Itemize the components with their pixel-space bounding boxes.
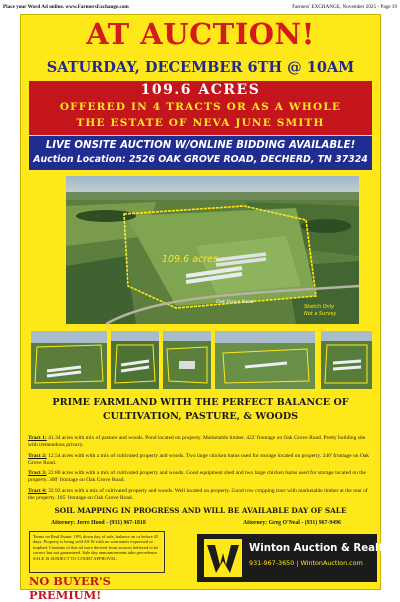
live-auction-text: LIVE ONSITE AUCTION W/ONLINE BIDDING AVAILABLE! <box>45 140 356 151</box>
company-contact: 931-967-3650 | WintonAuction.com <box>249 559 363 567</box>
tract-text: 12.54 acres with with a mix of cultivated property and woods. Two large chicken barns used for storage located on property. 240' frontage on Oak Grove Road. <box>28 452 370 466</box>
tract-descriptions <box>28 435 373 505</box>
tract-text: 41.34 acres with mix of pasture and woods. Pond located on property. Marketable timber. 422' frontage on Oak Grove Road. Pretty building site with tremendous privacy. <box>28 435 366 448</box>
auction-location-text: Auction Location: 2526 OAK GROVE ROAD, DECHERD, TN 37324 <box>33 154 368 165</box>
prime-farmland-line-2: CULTIVATION, PASTURE, & WOODS <box>102 411 299 422</box>
company-name: Winton Auction & Realty <box>249 543 391 554</box>
aerial-road-label: Oak Grove Road <box>216 300 254 305</box>
acres-text: 109.6 ACRES <box>140 82 261 98</box>
tract-photo-2 <box>111 331 159 389</box>
attorney-left: Attorney: Jerre Hood - (931) 967-1818 <box>51 520 146 526</box>
page-header <box>3 2 397 12</box>
tract-description <box>28 470 373 484</box>
date-line: SATURDAY, DECEMBER 6TH @ 10AM <box>46 59 355 76</box>
aerial-acres-label: 109.6 acres <box>162 254 218 265</box>
tract-label: Tract 2: <box>28 452 47 459</box>
tract-text: 32.93 acres with a mix of cultivated property and woods. Well located on property. Good row cropping tract with marketable timber at the rear of the property. 185' frontage on Oak Grove Road. <box>28 487 368 501</box>
terms-box: Terms on Real Estate: 10% down day of sale, balance on or before 45 days. Property is being sold AS IS with no warranties expressed or implied. Contents of this ad were derived from sources believed to be correct but not guaranteed. Sale day announcements take precedence. SALE IS SUBJECT TO COURT APPROVAL. <box>29 531 165 573</box>
location-banner <box>29 136 372 170</box>
acreage-banner <box>29 81 372 135</box>
tract-label: Tract 3: <box>28 470 47 476</box>
attorney-right: Attorney: Greg O'Neal - (931) 967-9496 <box>243 520 341 526</box>
prime-farmland-line-1: PRIME FARMLAND WITH THE PERFECT BALANCE OF <box>52 397 349 408</box>
estate-text: THE ESTATE OF NEVA JUNE SMITH <box>76 117 325 129</box>
tract-photo-1 <box>31 331 107 389</box>
tract-photo-3 <box>163 331 211 389</box>
header-left-text: Place your Word Ad online. www.FarmersExchange.com <box>3 4 129 10</box>
no-buyers-premium: NO BUYER'S PREMIUM! <box>29 574 111 602</box>
w-logo-icon <box>202 537 244 579</box>
headline: AT AUCTION! <box>86 17 315 51</box>
winton-logo <box>197 534 391 582</box>
tract-text: 22.80 acres with with a mix of cultivated property and woods. Good equipment shed and two large chicken barns used for storage located on the property. 300' frontage on Oak Grove Road. <box>28 470 366 483</box>
tract-label: Tract 4: <box>28 487 47 494</box>
tract-description <box>28 488 373 502</box>
tract-label: Tract 1: <box>28 435 47 441</box>
sketch-label-1: Sketch Only <box>304 304 335 310</box>
header-right-text: Farmers' EXCHANGE, November 2025 - Page 19 <box>292 4 397 10</box>
soil-mapping-notice: SOIL MAPPING IN PROGRESS AND WILL BE AVAILABLE DAY OF SALE <box>54 506 347 515</box>
auction-ad <box>20 14 391 602</box>
tract-photo-strip <box>31 331 372 389</box>
tract-photo-4 <box>215 331 315 389</box>
tract-description <box>28 453 373 467</box>
tract-description <box>28 435 373 449</box>
sketch-label-2: Not a Survey <box>304 311 337 317</box>
tract-photo-5 <box>321 331 372 389</box>
offered-text: OFFERED IN 4 TRACTS OR AS A WHOLE <box>59 101 342 113</box>
aerial-photo <box>66 176 359 324</box>
